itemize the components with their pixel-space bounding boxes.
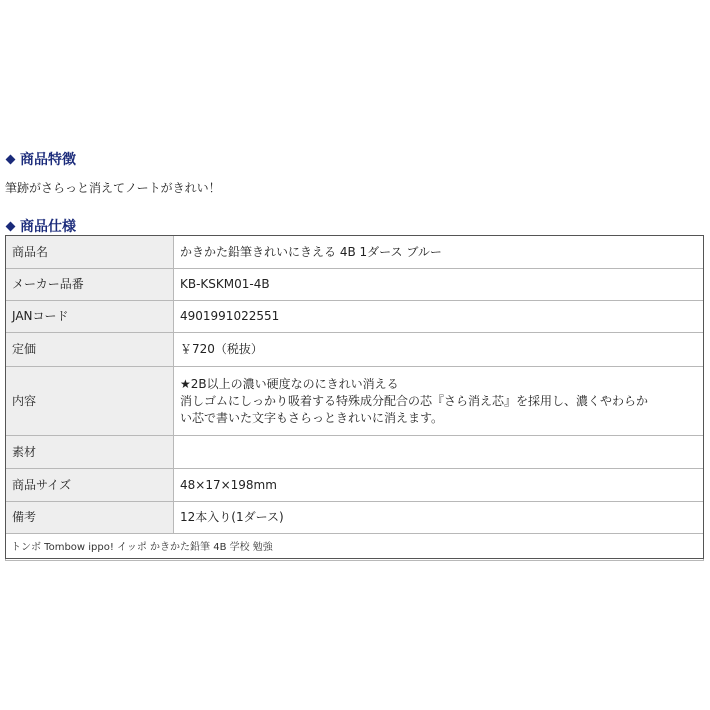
spec-label-jan-code: JANコード [6, 301, 174, 333]
table-row [6, 502, 704, 534]
spec-value-contents [174, 367, 704, 436]
table-row [6, 236, 704, 269]
specs-heading [5, 216, 76, 236]
table-row [6, 301, 704, 333]
spec-value-product-name: かきかた鉛筆きれいにきえる 4B 1ダース ブルー [174, 236, 704, 269]
specs-title: 商品仕様 [20, 219, 76, 235]
contents-line: ★2B以上の濃い硬度なのにきれい消える [180, 376, 399, 391]
spec-label-size: 商品サイズ [6, 469, 174, 502]
spec-value-material [174, 436, 704, 469]
contents-line: い芯で書いた文字もさらっときれいに消えます。 [180, 410, 444, 425]
diamond-bullet-icon [6, 221, 16, 231]
spec-value-notes: 12本入り(1ダース) [174, 502, 704, 534]
spec-value-jan-code: 4901991022551 [174, 301, 704, 333]
spec-label-contents: 内容 [6, 367, 174, 436]
spec-label-material: 素材 [6, 436, 174, 469]
spec-table [5, 235, 704, 561]
spec-value-list-price: ￥720（税抜） [174, 333, 704, 367]
table-row [6, 469, 704, 502]
spec-value-size: 48×17×198mm [174, 469, 704, 502]
table-row [6, 367, 704, 436]
table-row [6, 269, 704, 301]
features-heading [5, 149, 76, 169]
features-text: 筆跡がさらっと消えてノートがきれい！ [5, 181, 221, 195]
spec-label-notes: 備考 [6, 502, 174, 534]
spec-label-list-price: 定価 [6, 333, 174, 367]
spec-value-maker-code: KB-KSKM01-4B [174, 269, 704, 301]
features-title: 商品特徴 [20, 152, 76, 168]
contents-line: 消しゴムにしっかり吸着する特殊成分配合の芯『さら消え芯』を採用し、濃くやわらか [180, 393, 649, 408]
table-row [6, 436, 704, 469]
spec-label-product-name: 商品名 [6, 236, 174, 269]
spec-label-maker-code: メーカー品番 [6, 269, 174, 301]
diamond-bullet-icon [6, 154, 16, 164]
table-row [6, 333, 704, 367]
table-row [6, 534, 704, 561]
search-tags: トンボ Tombow ippo! イッポ かきかた鉛筆 4B 学校 勉強 [6, 534, 704, 561]
